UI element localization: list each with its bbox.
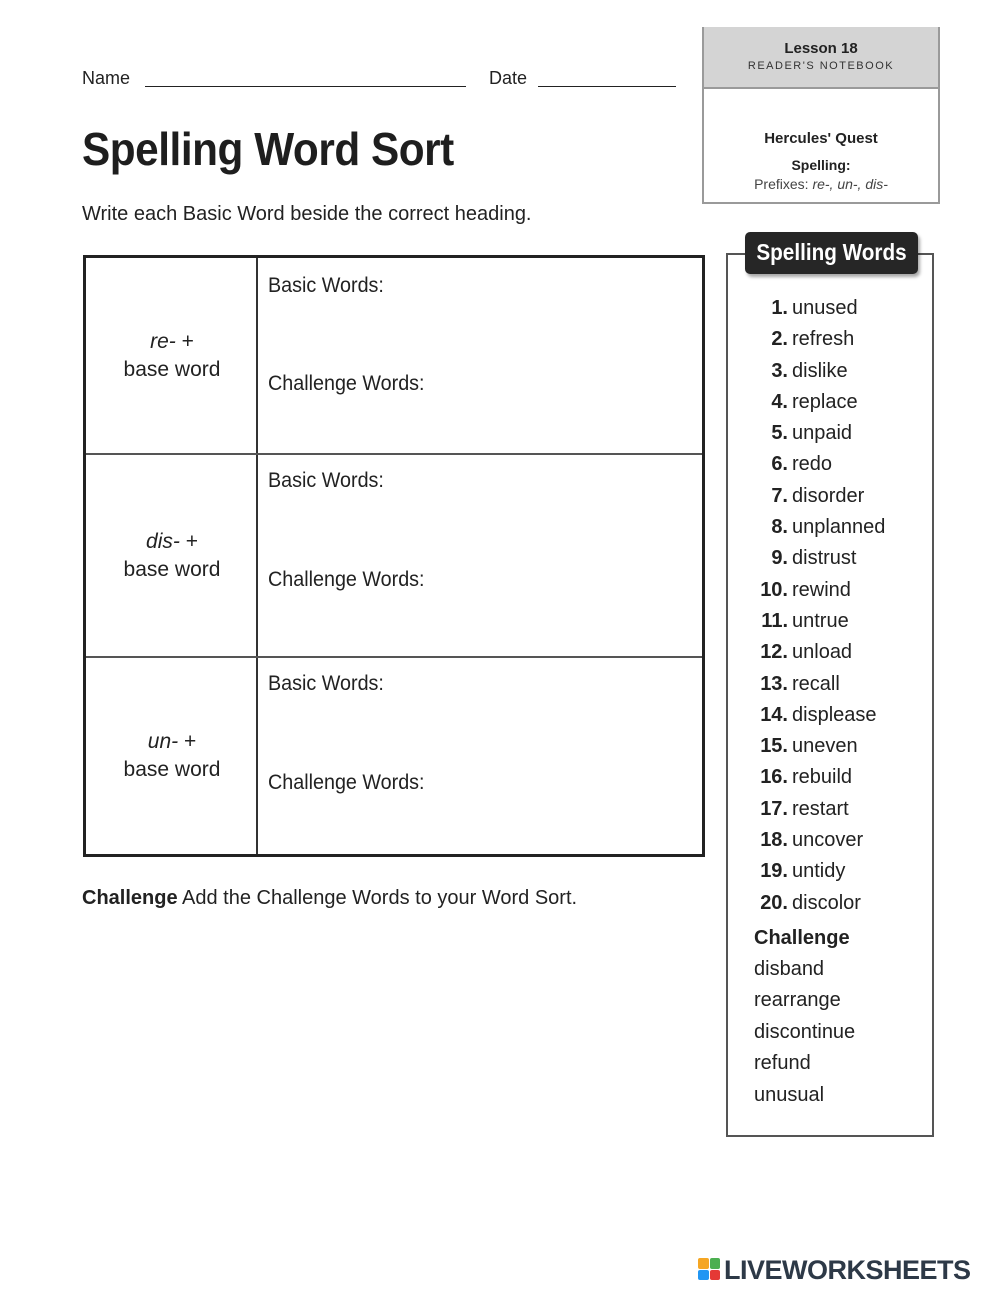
name-label: Name [82,68,131,88]
sort-row-re [86,258,702,455]
basic-words-label[interactable]: Basic Words: [268,274,384,297]
prefix-text: re- [150,329,176,353]
list-item: refund [754,1052,811,1075]
liveworksheets-logo-icon [698,1258,720,1280]
list-item: discontinue [754,1020,856,1043]
list-item: 3. dislike [771,359,848,382]
prefix-plus: + [185,529,198,553]
challenge-word-list [754,958,855,1115]
list-item: 8. unplanned [771,516,886,539]
list-item: 4. replace [771,390,858,413]
list-item: 1. unused [771,297,858,319]
base-word-text: base word [123,557,221,581]
prefix-heading [86,328,258,384]
name-line[interactable] [145,86,466,87]
prefixes-list: re-, un-, dis- [812,176,888,192]
base-word-text: base word [123,357,221,381]
list-item: unusual [754,1083,825,1106]
spelling-words-heading-text: Spelling Words [756,239,907,265]
list-item: 16. rebuild [760,766,853,789]
lesson-number: Lesson 18 [784,40,858,57]
prefix-cell [86,455,258,656]
logo-square-icon [698,1258,709,1269]
prefix-plus: + [181,329,194,353]
list-item: 6. redo [771,453,833,476]
list-item: 15. uneven [760,735,858,758]
skill-label: Spelling: [791,157,851,173]
challenge-note [82,887,577,910]
logo-square-icon [698,1270,709,1281]
list-item: 7. disorder [771,484,865,507]
spelling-words-heading [745,232,918,274]
prefix-text: dis- [146,529,180,553]
prefixes-label: Prefixes: [754,176,809,192]
list-item: 18. uncover [760,829,864,852]
logo-square-icon [710,1270,721,1281]
sort-row-dis [86,455,702,658]
list-item: 17. restart [760,797,849,820]
challenge-words-label[interactable]: Challenge Words: [268,568,425,591]
challenge-words-label[interactable]: Challenge Words: [268,771,425,794]
skill-prefixes [704,176,938,192]
prefix-heading [86,528,258,584]
page-title: Spelling Word Sort [82,123,454,175]
lesson-box [702,27,940,204]
base-word-text: base word [123,758,221,781]
date-line[interactable] [538,86,676,87]
list-item: 2. refresh [771,328,855,351]
spelling-word-list [752,297,885,923]
challenge-words-heading: Challenge [754,927,850,949]
list-item: 10. rewind [760,578,851,601]
list-item: 9. distrust [771,547,857,570]
date-label: Date [489,68,528,88]
logo-text: LIVEWORKSHEETS [724,1255,971,1285]
prefix-cell [86,658,258,854]
challenge-note-text: Add the Challenge Words to your Word Sort. [182,887,578,909]
list-item: 5. unpaid [771,422,853,445]
basic-words-label[interactable]: Basic Words: [268,469,384,492]
list-item: 12. unload [760,641,853,664]
word-sort-table [83,255,705,857]
list-item: 20. discolor [760,891,861,914]
list-item: 14. displease [760,703,877,726]
list-item: 19. untidy [760,860,846,883]
prefix-text: un- [147,730,179,753]
challenge-note-bold: Challenge [82,887,178,909]
list-item: 11. untrue [761,609,849,632]
prefix-plus: + [183,730,197,753]
list-item: rearrange [754,989,841,1012]
readers-notebook-label: READER'S NOTEBOOK [747,60,895,72]
challenge-words-label[interactable]: Challenge Words: [268,372,425,395]
story-title: Hercules' Quest [764,130,878,147]
list-item: disband [754,958,825,980]
sort-row-un [86,658,702,854]
lesson-header [704,27,938,89]
prefix-heading [86,728,258,784]
logo-square-icon [710,1258,721,1269]
basic-words-label[interactable]: Basic Words: [268,672,384,695]
list-item: 13. recall [760,672,840,695]
prefix-cell [86,258,258,453]
instructions: Write each Basic Word beside the correct heading. [82,203,532,225]
